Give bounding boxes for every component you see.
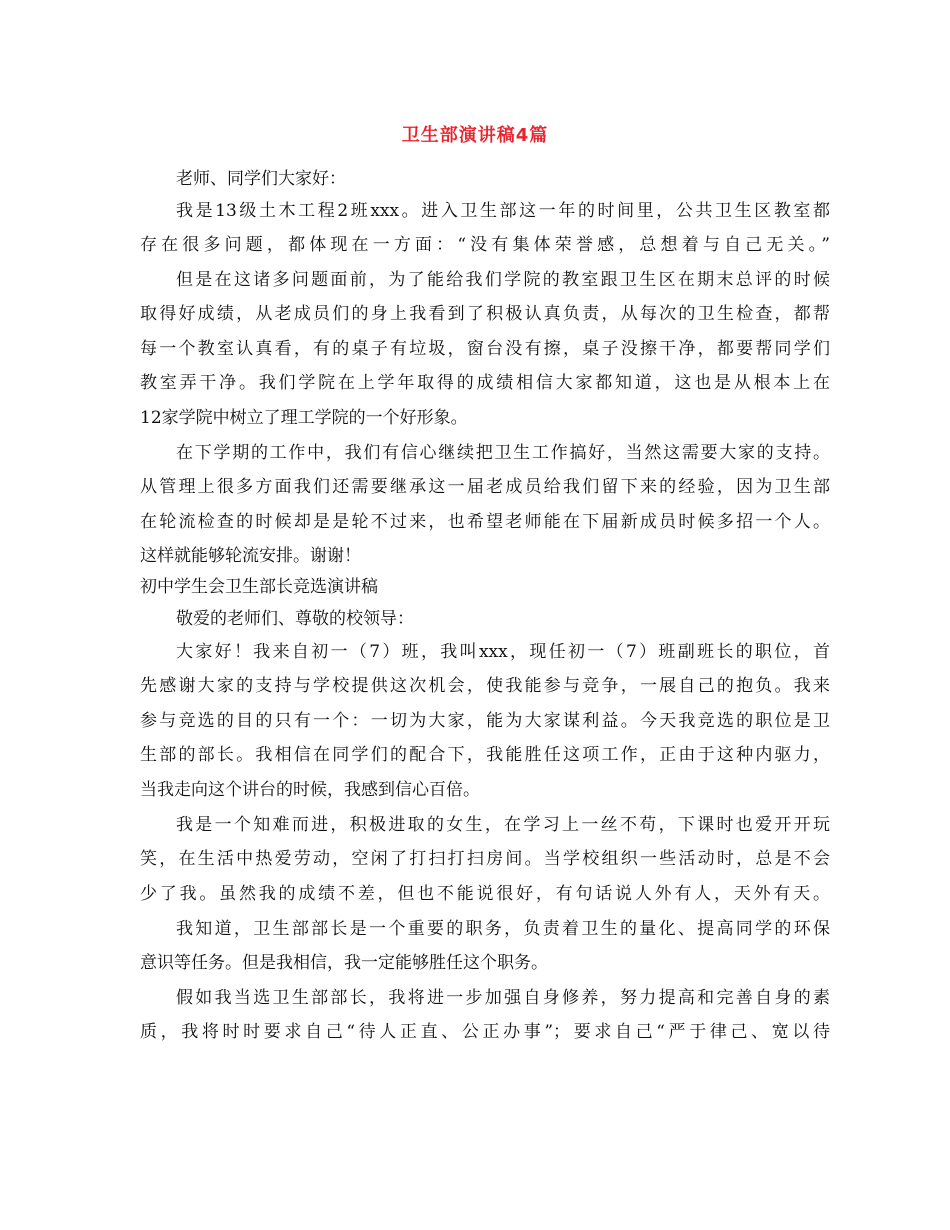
- paragraph-line: 我是一个知难而进，积极进取的女生，在学习上一丝不苟，下课时也爱开开玩: [176, 815, 830, 835]
- paragraph-line: 但是在这诸多问题面前，为了能给我们学院的教室跟卫生区在期末总评的时候: [176, 270, 830, 290]
- section-heading: 初中学生会卫生部长竞选演讲稿: [140, 577, 378, 597]
- paragraph-line: 少了我。虽然我的成绩不差，但也不能说很好，有句话说人外有人，天外有天。: [140, 884, 830, 904]
- paragraph-line: 我是13级土木工程2班xxx。进入卫生部这一年的时间里，公共卫生区教室都: [176, 201, 830, 221]
- paragraph-line: 老师、同学们大家好：: [176, 169, 346, 189]
- paragraph-line: 存在很多问题，都体现在一方面：“没有集体荣誉感，总想着与自己无关。”: [140, 235, 830, 255]
- paragraph-line: 生部的部长。我相信在同学们的配合下，我能胜任这项工作，正由于这种内驱力，: [140, 745, 830, 765]
- paragraph-line: 从管理上很多方面我们还需要继承这一届老成员给我们留下来的经验，因为卫生部: [140, 477, 830, 497]
- paragraph-line: 质，我将时时要求自己“待人正直、公正办事”；要求自己“严于律己、宽以待: [140, 1022, 830, 1042]
- paragraph-line: 先感谢大家的支持与学校提供这次机会，使我能参与竞争，一展自己的抱负。我来: [140, 676, 830, 696]
- paragraph-line: 笑，在生活中热爱劳动，空闲了打扫打扫房间。当学校组织一些活动时，总是不会: [140, 849, 830, 869]
- paragraph-line: 取得好成绩，从老成员们的身上我看到了积极认真负责，从每次的卫生检查，都帮: [140, 304, 830, 324]
- paragraph-line: 意识等任务。但是我相信，我一定能够胜任这个职务。: [140, 953, 548, 973]
- paragraph-line: 12家学院中树立了理工学院的一个好形象。: [140, 408, 468, 428]
- paragraph-line: 教室弄干净。我们学院在上学年取得的成绩相信大家都知道，这也是从根本上在: [140, 373, 830, 393]
- paragraph-line: 在轮流检查的时候却是是轮不过来，也希望老师能在下届新成员时候多招一个人。: [140, 512, 830, 532]
- paragraph-line: 我知道，卫生部部长是一个重要的职务，负责着卫生的量化、提高同学的环保: [176, 919, 830, 939]
- paragraph-line: 在下学期的工作中，我们有信心继续把卫生工作搞好，当然这需要大家的支持。: [176, 443, 830, 463]
- paragraph-line: 当我走向这个讲台的时候，我感到信心百倍。: [140, 780, 480, 800]
- paragraph-line: 假如我当选卫生部部长，我将进一步加强自身修养，努力提高和完善自身的素: [176, 988, 830, 1008]
- paragraph-line: 这样就能够轮流安排。谢谢！: [140, 546, 361, 566]
- paragraph-line: 大家好！我来自初一（7）班，我叫xxx，现任初一（7）班副班长的职位，首: [176, 642, 830, 662]
- paragraph-line: 每一个教室认真看，有的桌子有垃圾，窗台没有擦，桌子没擦干净，都要帮同学们: [140, 339, 830, 359]
- paragraph-line: 参与竞选的目的只有一个：一切为大家，能为大家谋利益。今天我竞选的职位是卫: [140, 711, 830, 731]
- document-title: 卫生部演讲稿4篇: [401, 125, 549, 146]
- paragraph-line: 敬爱的老师们、尊敬的校领导：: [176, 609, 414, 629]
